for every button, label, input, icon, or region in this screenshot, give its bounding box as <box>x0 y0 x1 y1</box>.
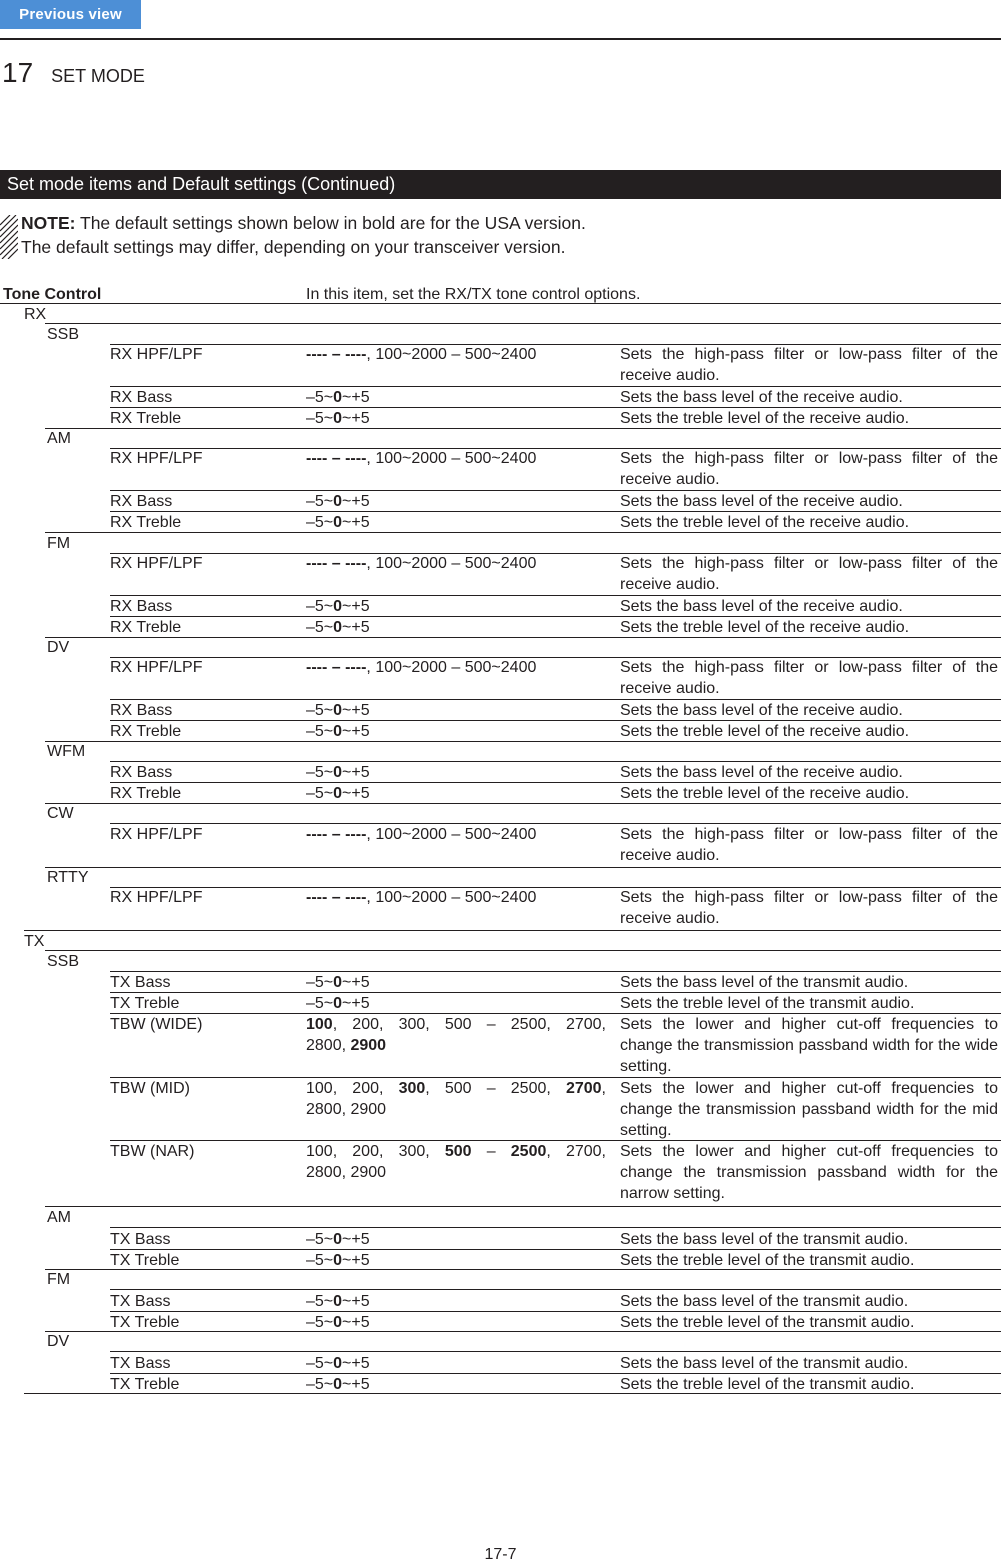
setting-options <box>306 1353 606 1374</box>
option-default: 0 <box>333 974 343 991</box>
rx-mode-ssb: SSB <box>47 326 80 343</box>
setting-description: Sets the bass level of the transmit audio. <box>620 1293 909 1310</box>
rx-mode-cw: CW <box>47 805 74 822</box>
option-min: –5~ <box>306 995 334 1012</box>
option-max: ~+5 <box>342 619 370 636</box>
options-line-1 <box>306 1141 606 1162</box>
setting-name: RX Treble <box>110 723 182 740</box>
setting-description: Sets the high-pass filter or low-pass filter of the receive audio. <box>620 555 998 593</box>
tx-group-end-rule <box>45 1206 1001 1207</box>
option-max: ~+5 <box>342 1293 370 1310</box>
option-min: –5~ <box>306 1231 334 1248</box>
option-min: –5~ <box>306 1355 334 1372</box>
setting-name: TBW (NAR) <box>110 1143 195 1160</box>
option-default: 2900 <box>350 1037 387 1054</box>
options-line-2 <box>306 1162 606 1183</box>
rx-group-end-rule <box>45 867 1001 868</box>
option-default: 0 <box>333 410 343 427</box>
setting-name: RX Treble <box>110 785 182 802</box>
option-min: –5~ <box>306 785 334 802</box>
option-default: 500 <box>444 1143 472 1160</box>
setting-options <box>306 553 606 574</box>
setting-description: Sets the treble level of the transmit audio. <box>620 1376 915 1393</box>
setting-name: RX HPF/LPF <box>110 826 203 843</box>
option-default: 0 <box>333 514 343 531</box>
setting-description: Sets the treble level of the receive audio. <box>620 514 910 531</box>
option-max: ~+5 <box>342 1355 370 1372</box>
setting-options <box>306 448 606 469</box>
setting-name: TX Bass <box>110 1355 171 1372</box>
rx-label: RX <box>24 306 47 323</box>
setting-options <box>306 762 606 783</box>
option-default: 100 <box>306 1016 333 1033</box>
options-line-1 <box>306 1014 606 1035</box>
setting-description: Sets the treble level of the receive audio. <box>620 723 910 740</box>
rx-group-end-rule <box>45 637 1001 638</box>
option-max: ~+5 <box>342 974 370 991</box>
setting-description: Sets the high-pass filter or low-pass filter of the receive audio. <box>620 826 998 864</box>
option-values: 100, 200, <box>306 1080 399 1097</box>
option-default: 0 <box>333 995 343 1012</box>
setting-name: TX Treble <box>110 1252 180 1269</box>
option-values: , 100~2000 – 500~2400 <box>366 889 537 906</box>
section-title-bar <box>0 170 1001 199</box>
rx-group-end-rule <box>45 428 1001 429</box>
option-default: 2500 <box>510 1143 547 1160</box>
item-rule <box>110 1373 1001 1374</box>
setting-options <box>306 887 606 908</box>
tone-control-title: Tone Control <box>3 286 102 303</box>
setting-description: Sets the high-pass filter or low-pass filter of the receive audio. <box>620 889 998 927</box>
setting-options <box>306 596 606 617</box>
option-min: –5~ <box>306 598 334 615</box>
rx-mode-fm: FM <box>47 535 71 552</box>
option-min: –5~ <box>306 1252 334 1269</box>
option-max: ~+5 <box>342 1376 370 1393</box>
header-rule <box>0 38 1001 40</box>
note-text <box>0 211 1001 259</box>
setting-options <box>306 700 606 721</box>
option-max: ~+5 <box>342 723 370 740</box>
option-default: 0 <box>333 702 343 719</box>
setting-options <box>306 512 606 533</box>
setting-name: RX HPF/LPF <box>110 555 203 572</box>
option-min: –5~ <box>306 1314 334 1331</box>
option-default: 0 <box>333 764 343 781</box>
option-max: ~+5 <box>342 598 370 615</box>
options-line-1 <box>306 1078 606 1099</box>
setting-name: RX HPF/LPF <box>110 889 203 906</box>
option-values: 2800, <box>306 1037 351 1054</box>
tx-mode-ssb: SSB <box>47 953 80 970</box>
setting-name: RX Bass <box>110 764 173 781</box>
setting-description: Sets the bass level of the transmit audio. <box>620 974 909 991</box>
tx-group-end-rule <box>45 1331 1001 1332</box>
setting-name: TBW (WIDE) <box>110 1016 203 1033</box>
setting-description: Sets the treble level of the transmit audio. <box>620 1314 915 1331</box>
setting-options <box>306 1078 606 1120</box>
setting-options <box>306 783 606 804</box>
setting-options <box>306 491 606 512</box>
setting-options <box>306 1250 606 1271</box>
option-default: 0 <box>333 785 343 802</box>
setting-name: RX Bass <box>110 389 173 406</box>
setting-name: RX HPF/LPF <box>110 346 203 363</box>
setting-description: Sets the bass level of the transmit audio. <box>620 1231 909 1248</box>
option-min: –5~ <box>306 514 334 531</box>
tx-group-end-rule <box>24 1393 1001 1394</box>
rx-mode-dv: DV <box>47 639 70 656</box>
setting-name: TBW (MID) <box>110 1080 190 1097</box>
option-max: ~+5 <box>342 702 370 719</box>
setting-options <box>306 657 606 678</box>
option-max: ~+5 <box>342 493 370 510</box>
option-default: 300 <box>398 1080 426 1097</box>
setting-description: Sets the bass level of the receive audio. <box>620 598 903 615</box>
option-default: 0 <box>333 1231 343 1248</box>
setting-name: TX Treble <box>110 995 180 1012</box>
setting-description: Sets the bass level of the transmit audio. <box>620 1355 909 1372</box>
option-min: –5~ <box>306 1376 334 1393</box>
rx-group-end-rule <box>24 930 1001 931</box>
option-min: –5~ <box>306 619 334 636</box>
note-line-1: The default settings shown below in bold are for the USA version. <box>75 213 586 233</box>
rx-group-end-rule <box>45 741 1001 742</box>
option-max: ~+5 <box>342 764 370 781</box>
setting-options <box>306 1291 606 1312</box>
option-min: –5~ <box>306 389 334 406</box>
option-values: , 200, 300, 500 – 2500, 2700, <box>332 1016 606 1033</box>
option-values: , 500 – 2500, <box>425 1080 566 1097</box>
option-values: 100, 200, 300, <box>306 1143 445 1160</box>
setting-options <box>306 1312 606 1333</box>
option-default: ---- – ---- <box>306 450 367 467</box>
option-values: , 100~2000 – 500~2400 <box>366 659 537 676</box>
option-default: ---- – ---- <box>306 826 367 843</box>
option-values: , 100~2000 – 500~2400 <box>366 826 537 843</box>
page-number: 17-7 <box>484 1546 517 1563</box>
setting-options <box>306 972 606 993</box>
tx-group-end-rule <box>45 1269 1001 1270</box>
tx-label: TX <box>24 933 45 950</box>
option-default: 0 <box>333 1252 343 1269</box>
tx-mode-rule <box>110 1351 1001 1352</box>
setting-description: Sets the treble level of the receive audio. <box>620 410 910 427</box>
tx-mode-fm: FM <box>47 1271 71 1288</box>
setting-options <box>306 721 606 742</box>
tx-mode-am: AM <box>47 1209 71 1226</box>
option-default: 0 <box>333 1376 343 1393</box>
option-min: –5~ <box>306 764 334 781</box>
setting-name: TX Bass <box>110 974 171 991</box>
tx-rule <box>45 950 1001 951</box>
setting-name: TX Treble <box>110 1314 180 1331</box>
setting-description: Sets the bass level of the receive audio. <box>620 389 903 406</box>
setting-description: Sets the bass level of the receive audio. <box>620 764 903 781</box>
option-values: , 2700, <box>546 1143 606 1160</box>
options-line-2 <box>306 1099 606 1120</box>
option-default: 0 <box>333 389 343 406</box>
option-default: ---- – ---- <box>306 555 367 572</box>
setting-options <box>306 617 606 638</box>
setting-options <box>306 824 606 845</box>
option-default: 2700 <box>565 1080 602 1097</box>
section-title: Set mode items and Default settings (Continued) <box>7 174 396 194</box>
setting-name: RX HPF/LPF <box>110 659 203 676</box>
option-max: ~+5 <box>342 389 370 406</box>
setting-options <box>306 344 606 365</box>
setting-options <box>306 1374 606 1395</box>
option-max: ~+5 <box>342 785 370 802</box>
option-max: ~+5 <box>342 1231 370 1248</box>
note-line-2: The default settings may differ, depending on your transceiver version. <box>21 237 566 257</box>
option-min: –5~ <box>306 493 334 510</box>
option-values: , 100~2000 – 500~2400 <box>366 555 537 572</box>
previous-view-button[interactable]: Previous view <box>0 0 141 29</box>
option-min: –5~ <box>306 702 334 719</box>
setting-description: Sets the treble level of the transmit audio. <box>620 995 915 1012</box>
option-default: 0 <box>333 619 343 636</box>
option-values: – <box>471 1143 511 1160</box>
option-default: 0 <box>333 1355 343 1372</box>
option-default: ---- – ---- <box>306 659 367 676</box>
setting-description: Sets the treble level of the receive audio. <box>620 619 910 636</box>
option-min: –5~ <box>306 1293 334 1310</box>
option-values: , 100~2000 – 500~2400 <box>366 450 537 467</box>
setting-name: TX Bass <box>110 1231 171 1248</box>
option-default: ---- – ---- <box>306 346 367 363</box>
option-values: 2800, 2900 <box>306 1164 387 1181</box>
setting-description: Sets the bass level of the receive audio. <box>620 702 903 719</box>
option-values: , <box>601 1080 606 1097</box>
tx-mode-rule <box>110 1227 1001 1228</box>
setting-name: TX Bass <box>110 1293 171 1310</box>
rx-group-end-rule <box>45 532 1001 533</box>
setting-description: Sets the lower and higher cut-off frequencies to change the transmission passband width for the mid setting. <box>620 1080 998 1139</box>
option-min: –5~ <box>306 723 334 740</box>
rx-mode-rtty: RTTY <box>47 869 89 886</box>
setting-description: Sets the lower and higher cut-off frequencies to change the transmission passband width for the wide setting. <box>620 1016 998 1075</box>
setting-options <box>306 1014 606 1056</box>
options-line-2 <box>306 1035 606 1056</box>
option-default: 0 <box>333 1293 343 1310</box>
setting-description: Sets the high-pass filter or low-pass filter of the receive audio. <box>620 346 998 384</box>
setting-name: RX Treble <box>110 619 182 636</box>
option-default: 0 <box>333 723 343 740</box>
rx-mode-wfm: WFM <box>47 743 86 760</box>
option-values: , 100~2000 – 500~2400 <box>366 346 537 363</box>
setting-description: Sets the treble level of the receive audio. <box>620 785 910 802</box>
setting-options <box>306 993 606 1014</box>
setting-name: RX HPF/LPF <box>110 450 203 467</box>
tx-mode-dv: DV <box>47 1333 70 1350</box>
option-min: –5~ <box>306 974 334 991</box>
item-rule <box>110 1249 1001 1250</box>
option-values: 2800, 2900 <box>306 1101 387 1118</box>
setting-options <box>306 1141 606 1183</box>
rx-mode-am: AM <box>47 430 71 447</box>
item-rule <box>110 1311 1001 1312</box>
setting-name: RX Bass <box>110 493 173 510</box>
chapter-number: 17 <box>2 57 34 88</box>
rx-group-end-rule <box>45 803 1001 804</box>
setting-description: Sets the high-pass filter or low-pass filter of the receive audio. <box>620 450 998 488</box>
setting-description: Sets the bass level of the receive audio. <box>620 493 903 510</box>
tx-mode-rule <box>110 1289 1001 1290</box>
setting-description: Sets the high-pass filter or low-pass filter of the receive audio. <box>620 659 998 697</box>
setting-name: RX Bass <box>110 598 173 615</box>
setting-name: RX Bass <box>110 702 173 719</box>
setting-name: RX Treble <box>110 514 182 531</box>
option-max: ~+5 <box>342 995 370 1012</box>
note-label: NOTE: <box>21 213 76 233</box>
note-hatch-icon <box>0 215 18 259</box>
tone-control-description: In this item, set the RX/TX tone control options. <box>306 286 641 303</box>
setting-name: TX Treble <box>110 1376 180 1393</box>
option-max: ~+5 <box>342 514 370 531</box>
option-max: ~+5 <box>342 410 370 427</box>
option-default: ---- – ---- <box>306 889 367 906</box>
setting-description: Sets the treble level of the transmit audio. <box>620 1252 915 1269</box>
option-min: –5~ <box>306 410 334 427</box>
setting-options <box>306 387 606 408</box>
option-max: ~+5 <box>342 1252 370 1269</box>
chapter-title: SET MODE <box>51 66 145 86</box>
setting-options <box>306 408 606 429</box>
note-block <box>0 211 1001 259</box>
option-default: 0 <box>333 493 343 510</box>
rx-rule <box>45 323 1001 324</box>
option-max: ~+5 <box>342 1314 370 1331</box>
chapter-heading <box>2 57 145 89</box>
setting-name: RX Treble <box>110 410 182 427</box>
option-default: 0 <box>333 598 343 615</box>
setting-options <box>306 1229 606 1250</box>
tone-control-rule <box>0 303 1001 304</box>
option-default: 0 <box>333 1314 343 1331</box>
setting-description: Sets the lower and higher cut-off frequencies to change the transmission passband width for the narrow setting. <box>620 1143 998 1202</box>
